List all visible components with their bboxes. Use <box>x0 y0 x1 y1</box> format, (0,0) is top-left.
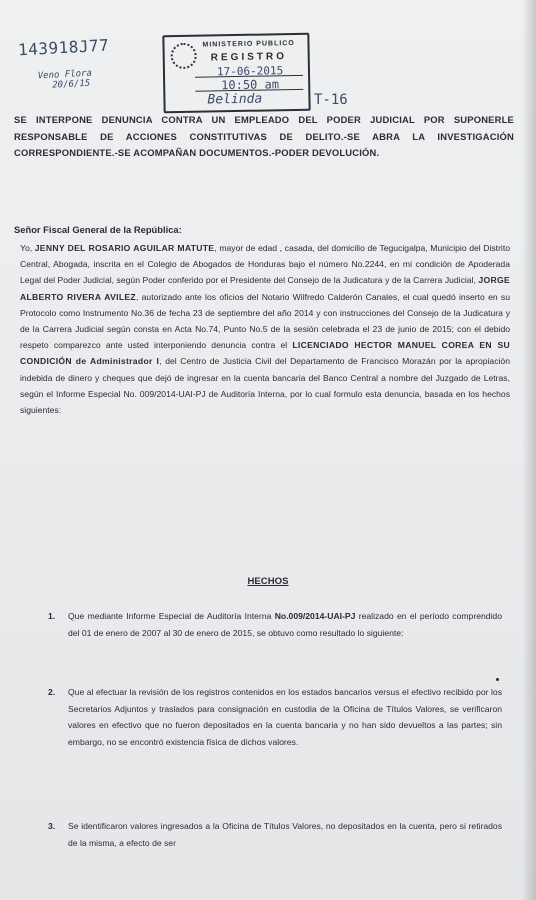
stamp-institution: MINISTERIO PUBLICO <box>202 39 295 49</box>
item-text <box>68 608 502 641</box>
salutation: Señor Fiscal General de la República: <box>14 224 182 235</box>
item-text-part: Se identificaron valores ingresados a la Oficina de Títulos Valores, no depositados en la cuenta, pero si retirados de la misma, a efecto de ser <box>68 821 502 848</box>
body-text: Yo, <box>20 243 35 253</box>
body-paragraph <box>20 240 510 418</box>
accused-name: LICENCIADO HECTOR MANUEL COREA EN SU CONDICIÓN de Administrador I <box>20 340 510 367</box>
handwritten-tag: T-16 <box>314 92 348 108</box>
body-text: , autorizado ante los oficios del Notario Wilfredo Calderón Canales, el cual quedó inserto en su Protocolo como Instrumento No.36 de fecha 23 de septiembre del año 2014 y con instrucciones del Consejo de la Judicatura y de la Carrera Judicial según consta en Acta No.74, Punto No.5 de la sesión celebrada el 23 de junio de 2015; con el debido respeto comparezco ante usted interponiendo denuncia contra el <box>20 291 510 351</box>
item-text <box>68 684 502 750</box>
stamp-seal-icon <box>170 43 196 69</box>
item-text-part: realizado en el período comprendido del 01 de enero de 2007 al 30 de enero de 2015, se obtuvo como resultado lo siguiente: <box>68 611 502 638</box>
list-item <box>48 818 502 851</box>
document-title: SE INTERPONE DENUNCIA CONTRA UN EMPLEADO DEL PODER JUDICIAL POR SUPONERLE RESPONSABLE DE ACCIONES CONSTITUTIVAS DE DELITO.-SE ABRA LA INVESTIGACIÓN CORRESPONDIENTE.-SE ACOMPAÑAN DOCUMENTOS.-PODER DEVOLUCIÓN. <box>14 114 514 158</box>
handwritten-note <box>38 69 93 92</box>
handwritten-note-line1: Veno Flora <box>37 68 93 82</box>
report-reference: No.009/2014-UAI-PJ <box>274 611 356 621</box>
list-item <box>48 684 502 750</box>
item-text <box>68 818 502 851</box>
body-text: , del Centro de Justicia Civil del Departamento de Francisco Morazán por la apropiación indebida de dinero y cheques que dejó de ingresar en la cuenta bancaria del Banco Central a nombre del Juzgado de Letras, según el Informe Especial No. 009/2014-UAI-PJ de Auditoría Interna, por lo cual formulo esta denuncia, basada en los hechos siguientes: <box>20 356 510 416</box>
item-text-part: Que mediante Informe Especial de Auditoría Interna <box>68 611 275 621</box>
stamp-registro: REGISTRO <box>210 51 288 64</box>
stamp-receiver-name: Belinda <box>207 91 263 108</box>
received-stamp <box>162 33 310 114</box>
complainant-name: JENNY DEL ROSARIO AGUILAR MATUTE <box>34 243 215 253</box>
handwritten-case-code: 143918J77 <box>17 35 110 60</box>
list-item <box>48 608 502 641</box>
body-text: , mayor de edad , casada, del domicilio de Tegucigalpa, Municipio del Distrito Central, Abogada, inscrita en el Colegio de Abogados de Honduras bajo el número No.2244, en mi condición de Apoderada Legal del Poder Judicial, según Poder conferido por el Presidente del Consejo de la Judicatura y de la Carrera Judicial, <box>20 243 511 286</box>
handwritten-note-line2: 20/6/15 <box>52 78 91 91</box>
president-name: JORGE ALBERTO RIVERA AVILEZ <box>20 275 510 302</box>
hechos-heading: HECHOS <box>247 576 289 587</box>
item-number: 1. <box>48 611 56 621</box>
item-number: 2. <box>48 687 56 697</box>
margin-mark <box>496 678 499 681</box>
item-text-part: Que al efectuar la revisión de los registros contenidos en los estados bancarios versus el efectivo recibido por los Secretarios Adjuntos y traslados para consignación en custodia de la Oficina de Títulos Valores, se verificaron valores en efectivo que no fueron depositados en la cuenta bancaria y no han sido devueltos a las partes; sin embargo, no se encontró existencia física de dichos valores. <box>68 687 502 747</box>
item-number: 3. <box>48 821 56 831</box>
stamp-time: 10:50 am <box>221 77 280 93</box>
stamp-date: 17-06-2015 <box>216 64 284 79</box>
